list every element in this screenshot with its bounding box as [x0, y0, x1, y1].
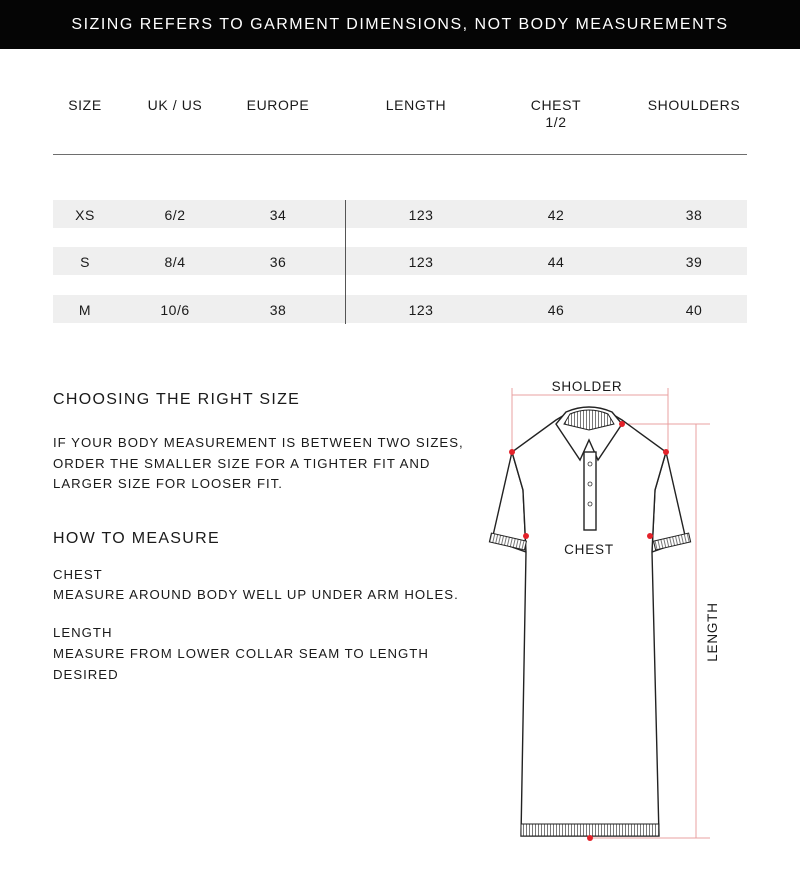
table-column-divider — [345, 200, 346, 324]
col-header-shoulders: SHOULDERS — [647, 97, 741, 113]
cell-length: 123 — [408, 207, 434, 223]
cell-chest: 46 — [547, 302, 565, 318]
cell-shoulders: 38 — [685, 207, 703, 223]
cell-europe: 34 — [269, 207, 287, 223]
col-header-length: LENGTH — [385, 97, 447, 113]
length-text — [53, 644, 429, 685]
col-header-europe: EUROPE — [246, 97, 310, 113]
cell-shoulders: 40 — [685, 302, 703, 318]
col-header-uk-us: UK / US — [147, 97, 203, 113]
col-header-chest-sub: 1/2 — [545, 114, 567, 130]
length-text-line: DESIRED — [53, 666, 119, 682]
cell-uk-us: 8/4 — [164, 254, 186, 270]
cell-uk-us: 10/6 — [160, 302, 190, 318]
header-divider — [53, 154, 747, 155]
cell-chest: 42 — [547, 207, 565, 223]
table-row — [53, 247, 747, 275]
cell-length: 123 — [408, 302, 434, 318]
col-header-chest — [516, 97, 596, 131]
length-label: LENGTH — [53, 625, 113, 640]
cell-europe: 38 — [269, 302, 287, 318]
cell-uk-us: 6/2 — [164, 207, 186, 223]
dress-outline — [492, 407, 686, 836]
choosing-size-line: LARGER SIZE FOR LOOSER FIT. — [53, 476, 283, 491]
length-text-line: MEASURE FROM LOWER COLLAR SEAM TO LENGTH — [53, 646, 429, 661]
choosing-size-line: ORDER THE SMALLER SIZE FOR A TIGHTER FIT AND — [53, 455, 431, 471]
length-diagram-label: LENGTH — [705, 602, 720, 662]
cell-size: XS — [75, 207, 95, 223]
table-row — [53, 200, 747, 228]
cell-size: S — [80, 254, 90, 270]
polo-dress-illustration — [480, 370, 800, 850]
col-header-chest-label: CHEST — [530, 97, 582, 113]
header-banner: SIZING REFERS TO GARMENT DIMENSIONS, NOT BODY MEASUREMENTS — [0, 0, 800, 49]
table-row — [53, 295, 747, 323]
chest-diagram-label: CHEST — [564, 542, 614, 557]
how-to-measure-title: HOW TO MEASURE — [53, 530, 220, 547]
cell-chest: 44 — [547, 254, 565, 270]
choosing-size-line: IF YOUR BODY MEASUREMENT IS BETWEEN TWO SIZES, — [53, 435, 464, 450]
chest-label: CHEST — [53, 567, 103, 582]
choosing-size-text — [53, 433, 464, 495]
cell-europe: 36 — [269, 254, 287, 270]
chest-text: MEASURE AROUND BODY WELL UP UNDER ARM HOLES. — [53, 587, 459, 602]
cell-size: M — [78, 302, 92, 318]
cell-length: 123 — [408, 254, 434, 270]
choosing-size-title: CHOOSING THE RIGHT SIZE — [53, 391, 301, 408]
shoulder-label: SHOLDER — [551, 379, 623, 394]
hem-rib — [521, 824, 659, 836]
garment-diagram — [480, 370, 800, 850]
cell-shoulders: 39 — [685, 254, 703, 270]
col-header-size: SIZE — [68, 97, 102, 113]
